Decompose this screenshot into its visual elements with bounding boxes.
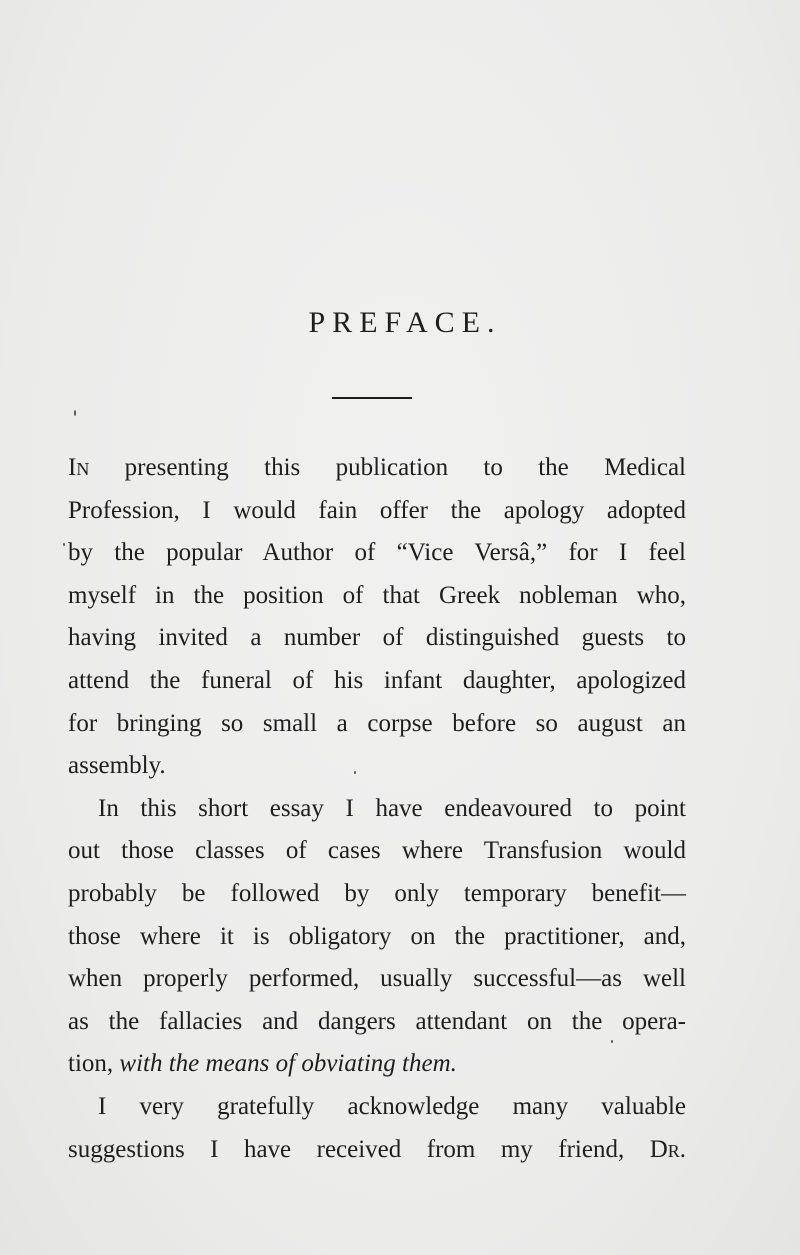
scan-speck [354, 771, 356, 774]
text-line: having invited a number of distinguished guests to [68, 624, 686, 652]
title-rule [332, 397, 412, 399]
scan-speck [63, 543, 65, 546]
scan-speck [74, 410, 76, 416]
text-line: out those classes of cases where Transfusion would [68, 837, 686, 865]
line-start: suggestions I have received from my friend, [68, 1135, 650, 1163]
text-line: myself in the position of that Greek nobleman who, [68, 581, 686, 609]
text-line: as the fallacies and dangers attendant on the opera- [68, 1007, 686, 1035]
text-line [68, 1043, 686, 1086]
text-line: Profession, I would fain offer the apology adopted [68, 496, 686, 524]
page-heading: PREFACE. [308, 306, 502, 339]
text-line: probably be followed by only temporary benefit— [68, 879, 686, 907]
text-line: when properly performed, usually successful—as well [68, 965, 686, 993]
text-line: those where it is obligatory on the practitioner, and, [68, 922, 686, 950]
scan-speck [611, 1040, 613, 1043]
body-text [68, 447, 686, 1171]
text-line: by the popular Author of “Vice Versâ,” for I feel [68, 539, 686, 567]
text-line: attend the funeral of his infant daughter, apologized [68, 666, 686, 694]
text-line: assembly. [68, 752, 166, 780]
text-line: I very gratefully acknowledge many valuable [98, 1092, 686, 1120]
text-line: for bringing so small a corpse before so august an [68, 709, 686, 737]
text-line: In presenting this publication to the Medical [68, 454, 686, 481]
smallcaps-title: Dr. [649, 1135, 686, 1163]
text-line: In this short essay I have endeavoured to point [98, 794, 686, 822]
drop-smallcaps: In [68, 454, 90, 481]
line-start: tion, [68, 1050, 120, 1078]
italic-phrase: with the means of obviating them. [119, 1050, 457, 1078]
text-line [68, 1129, 686, 1172]
